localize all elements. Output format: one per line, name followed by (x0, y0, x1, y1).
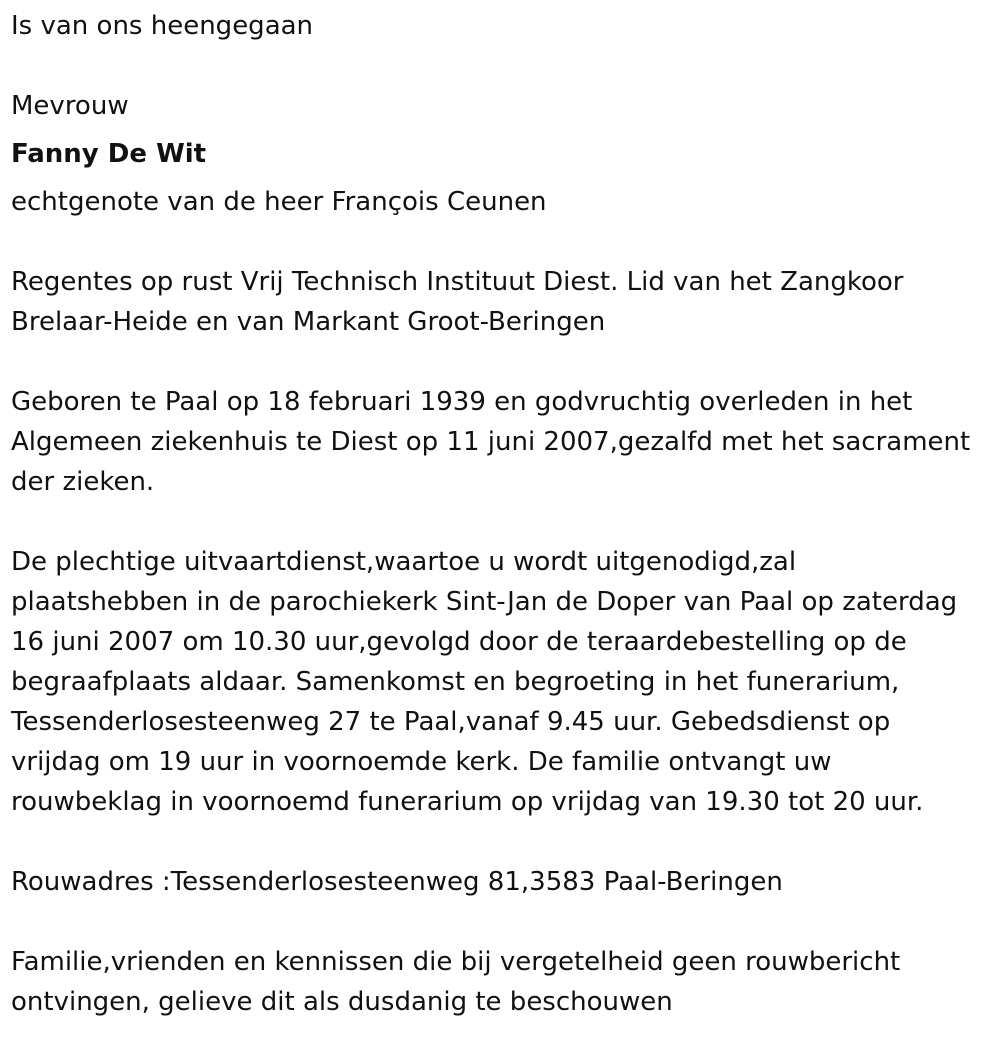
spouse-line: echtgenote van de heer François Ceunen (11, 187, 547, 217)
funeral-paragraph: De plechtige uitvaartdienst,waartoe u wordt uitgenodigd,zal plaatshebben in de parochiekerk Sint-Jan de Doper van Paal op zaterdag 16 juni 2007 om 10.30 uur,gevolgd door de teraardebestelling op de begraafplaats aldaar. Samenkomst en begroeting in het funerarium, Tessenderlosesteenweg 27 te Paal,vanaf 9.45 uur. Gebedsdienst op vrijdag om 19 uur in voornoemde kerk. De familie ontvangt uw rouwbeklag in voornoemd funerarium op vrijdag van 19.30 tot 20 uur. (11, 547, 958, 817)
spacer (11, 126, 986, 134)
spacer (11, 822, 986, 862)
spacer (11, 342, 986, 382)
deceased-name: Fanny De Wit (11, 139, 207, 169)
mourning-address: Rouwadres :Tessenderlosesteenweg 81,3583 Paal-Beringen (11, 867, 783, 897)
spacer (11, 222, 986, 262)
spacer (11, 174, 986, 182)
intro-text: Is van ons heengegaan (11, 11, 314, 41)
spacer (11, 502, 986, 542)
spacer (11, 46, 986, 86)
birth-death-paragraph: Geboren te Paal op 18 februari 1939 en godvruchtig overleden in het Algemeen ziekenhuis te Diest op 11 juni 2007,gezalfd met het sacrament der zieken. (11, 387, 971, 497)
occupation-paragraph: Regentes op rust Vrij Technisch Instituut Diest. Lid van het Zangkoor Brelaar-Heide en van Markant Groot-Beringen (11, 267, 904, 337)
closing-paragraph: Familie,vrienden en kennissen die bij vergetelheid geen rouwbericht ontvingen, gelieve dit als dusdanig te beschouwen (11, 947, 901, 1017)
spacer (11, 902, 986, 942)
death-notice (11, 6, 986, 1022)
salutation: Mevrouw (11, 91, 129, 121)
